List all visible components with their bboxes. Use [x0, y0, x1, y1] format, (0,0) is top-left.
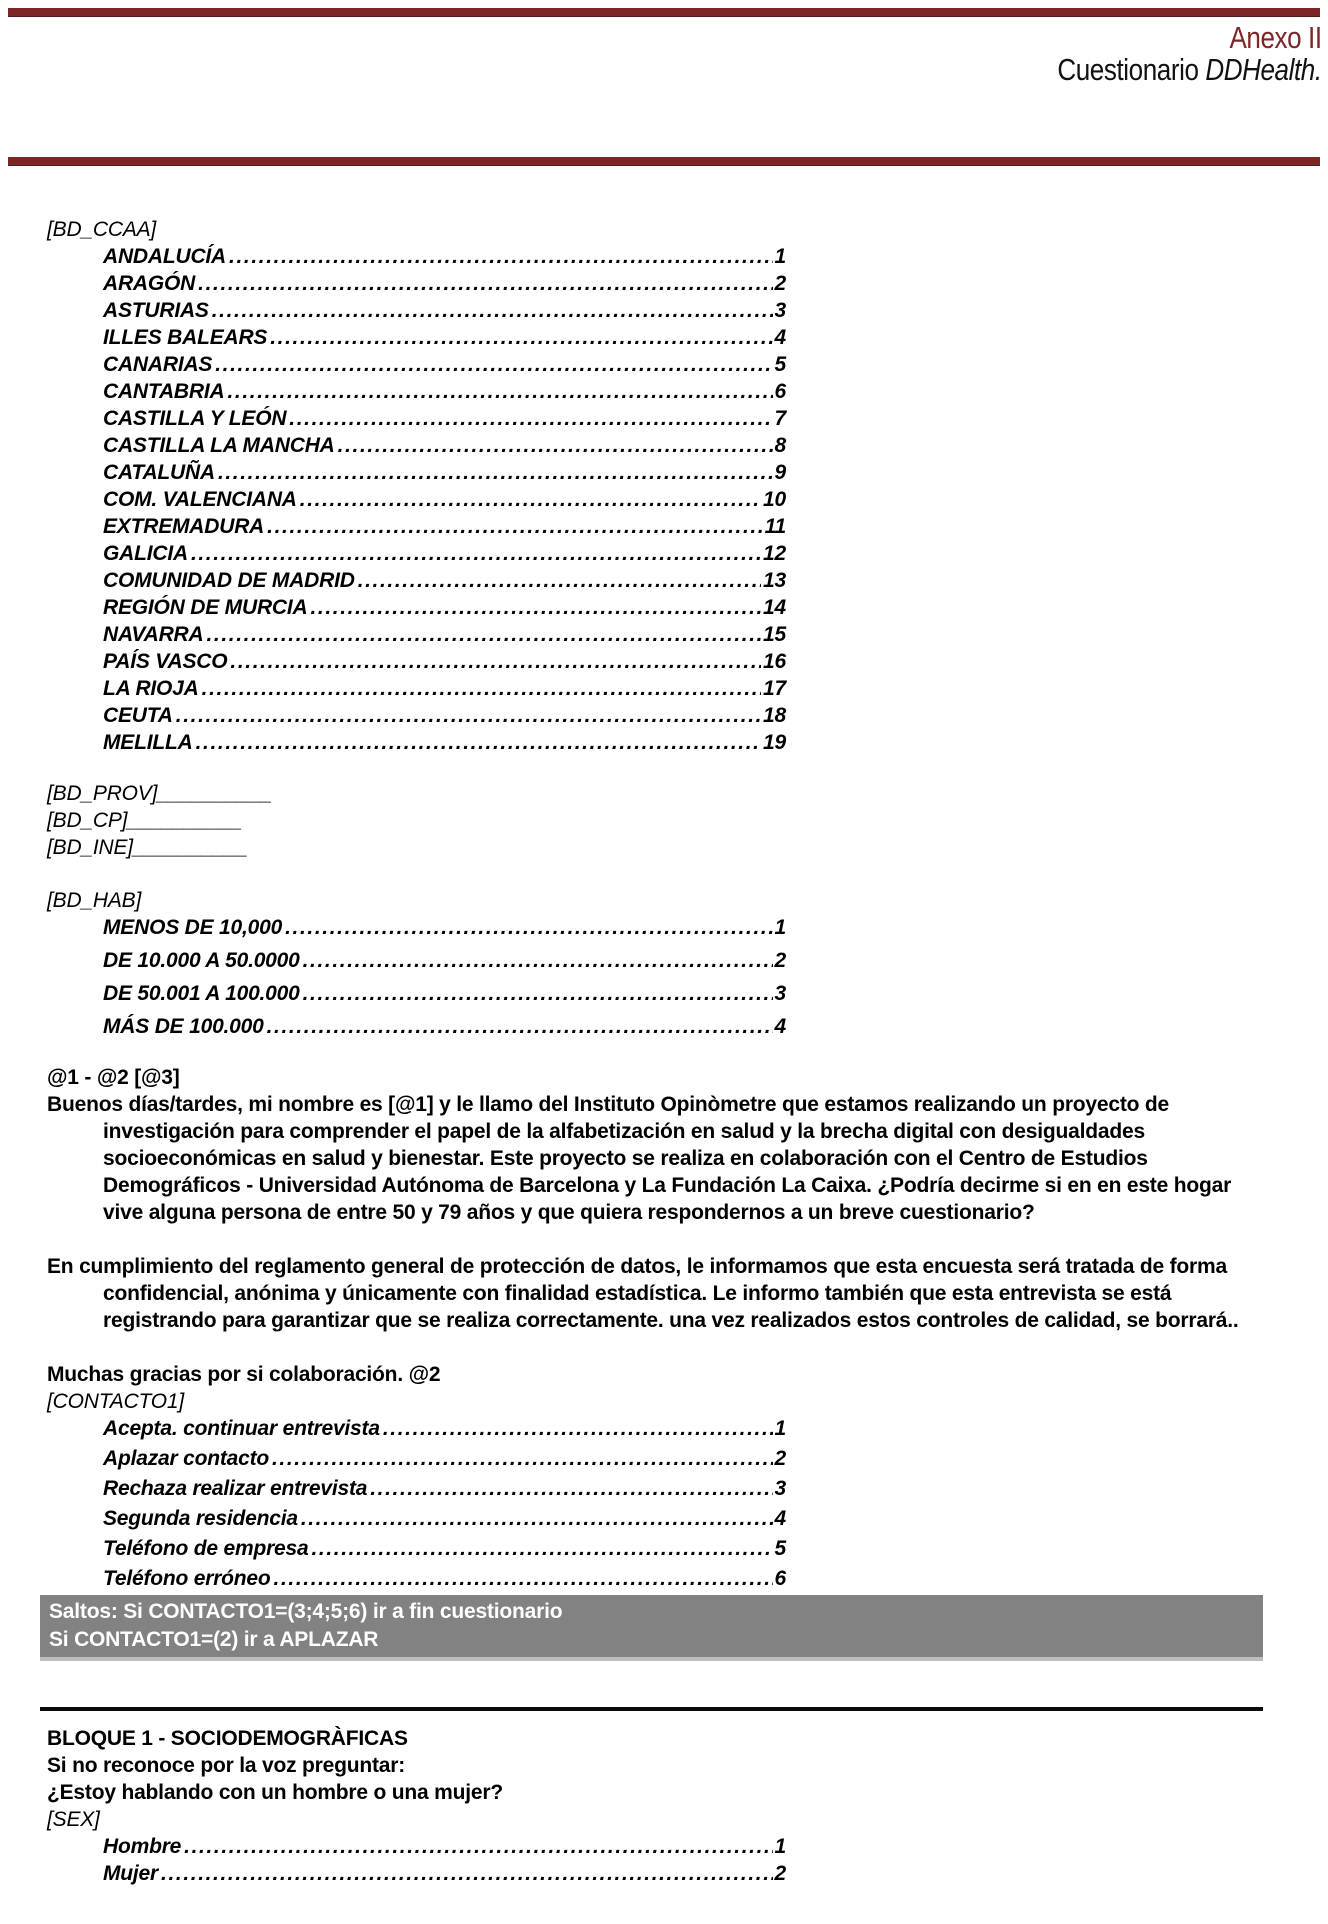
answer-option-row	[103, 1013, 786, 1040]
variable-label-contacto1: [CONTACTO1]	[47, 1390, 185, 1413]
answer-option-label: COMUNIDAD DE MADRID	[103, 569, 355, 592]
answer-option-code: 1	[774, 916, 786, 939]
answer-option-label: GALICIA	[103, 542, 188, 565]
answer-option-label: ARAGÓN	[103, 272, 196, 295]
skip-logic-line-2: Si CONTACTO1=(2) ir a APLAZAR	[49, 1628, 379, 1651]
answer-option-label: CANARIAS	[103, 353, 213, 376]
answer-option-label: MELILLA	[103, 731, 193, 754]
open-field-row	[47, 834, 1268, 861]
answer-option-code: 3	[774, 299, 786, 322]
answer-option-row	[103, 947, 786, 974]
answer-option-row	[103, 351, 786, 378]
answer-option-row	[103, 594, 786, 621]
skip-logic-line-1: Saltos: Si CONTACTO1=(3;4;5;6) ir a fin cuestionario	[49, 1600, 563, 1623]
answer-option-code: 7	[774, 407, 786, 430]
dotted-leader	[198, 270, 772, 297]
answer-option-row	[103, 1535, 786, 1562]
dotted-leader	[274, 1565, 773, 1592]
answer-option-label: CASTILLA LA MANCHA	[103, 434, 335, 457]
answer-option-label: CEUTA	[103, 704, 173, 727]
answer-option-row	[103, 513, 786, 540]
dotted-leader	[176, 702, 761, 729]
dotted-leader	[206, 621, 761, 648]
dotted-leader	[303, 947, 773, 974]
dotted-leader	[215, 351, 772, 378]
intro-paragraph-2: En cumplimiento del reglamento general de protección de datos, le informamos que esta encuesta será tratada de forma confidencial, anónima y únicamente con finalidad estadística. Le informo también que esta entrevista se está registrando para garantizar que se realiza correctamente. una vez realizados estos controles de calidad, se borrará..	[47, 1255, 1239, 1332]
answer-option-code: 6	[774, 380, 786, 403]
answer-option-row	[103, 1833, 786, 1860]
answer-option-code: 2	[774, 272, 786, 295]
questionnaire-title-text: Cuestionario	[1057, 52, 1206, 87]
intro-paragraph-1: Buenos días/tardes, mi nombre es [@1] y le llamo del Instituto Opinòmetre que estamos realizando un proyecto de investigación para comprender el papel de la alfabetización en salud y la brecha digital con desigualdades socioeconómicas en salud y bienestar. Este proyecto se realiza en colaboración con el Centro de Estudios Demográficos - Universidad Autónoma de Barcelona y La Fundación La Caixa. ¿Podría decirme si en en este hogar vive alguna persona de entre 50 y 79 años y que quiera respondernos a un breve cuestionario?	[47, 1093, 1232, 1224]
answer-option-row	[103, 324, 786, 351]
answer-option-code: 6	[774, 1567, 786, 1590]
answer-option-row	[103, 621, 786, 648]
answer-option-label: Rechaza realizar entrevista	[103, 1477, 368, 1500]
answer-option-row	[103, 702, 786, 729]
answer-option-label: ANDALUCÍA	[103, 245, 227, 268]
dotted-leader	[301, 1505, 773, 1532]
block1-question: ¿Estoy hablando con un hombre o una mujer?	[47, 1781, 503, 1804]
answer-option-row	[103, 459, 786, 486]
dotted-leader	[383, 1415, 773, 1442]
dotted-leader	[161, 1860, 773, 1887]
answer-option-label: EXTREMADURA	[103, 515, 265, 538]
contacto1-option-list	[103, 1415, 786, 1592]
dotted-leader	[270, 324, 772, 351]
annex-title: Anexo II	[1229, 20, 1322, 55]
questionnaire-name: DDHealth.	[1205, 52, 1322, 87]
answer-option-code: 3	[774, 982, 786, 1005]
answer-option-label: Segunda residencia	[103, 1507, 298, 1530]
dotted-leader	[285, 914, 772, 941]
answer-option-row	[103, 1445, 786, 1472]
dotted-leader	[218, 459, 773, 486]
answer-option-label: CASTILLA Y LEÓN	[103, 407, 287, 430]
dotted-leader	[267, 513, 762, 540]
variable-label: [BD_PROV]	[47, 782, 158, 805]
answer-option-code: 3	[774, 1477, 786, 1500]
answer-option-code: 19	[763, 731, 786, 754]
dotted-leader	[227, 378, 772, 405]
answer-option-code: 16	[763, 650, 786, 673]
answer-option-code: 1	[774, 1417, 786, 1440]
answer-option-label: LA RIOJA	[103, 677, 199, 700]
dotted-leader	[358, 567, 761, 594]
answer-option-label: Hombre	[103, 1835, 182, 1858]
answer-option-row	[103, 1565, 786, 1592]
answer-option-label: ILLES BALEARS	[103, 326, 268, 349]
answer-option-row	[103, 378, 786, 405]
dotted-leader	[229, 243, 772, 270]
dotted-leader	[267, 1013, 773, 1040]
answer-option-code: 9	[774, 461, 786, 484]
answer-option-code: 2	[774, 1447, 786, 1470]
answer-option-label: Aplazar contacto	[103, 1447, 269, 1470]
question-code: @1 - @2 [@3]	[47, 1066, 180, 1089]
variable-label-bd-hab: [BD_HAB]	[47, 889, 142, 912]
answer-option-code: 13	[763, 569, 786, 592]
dotted-leader	[303, 980, 773, 1007]
answer-option-code: 8	[774, 434, 786, 457]
dotted-leader	[272, 1445, 773, 1472]
answer-option-row	[103, 648, 786, 675]
answer-option-row	[103, 1415, 786, 1442]
answer-option-row	[103, 914, 786, 941]
answer-option-row	[103, 1475, 786, 1502]
open-field-row	[47, 780, 1268, 807]
answer-option-label: REGIÓN DE MURCIA	[103, 596, 308, 619]
answer-option-row	[103, 675, 786, 702]
variable-label: [BD_CP]	[47, 809, 128, 832]
variable-label: [BD_INE]	[47, 836, 133, 859]
answer-option-label: Teléfono de empresa	[103, 1537, 309, 1560]
answer-option-code: 5	[774, 353, 786, 376]
sex-option-list	[103, 1833, 786, 1887]
blank-line: __________	[132, 836, 248, 859]
answer-option-row	[103, 540, 786, 567]
answer-option-code: 17	[763, 677, 786, 700]
questionnaire-body	[47, 166, 1268, 1887]
answer-option-code: 11	[764, 515, 786, 538]
dotted-leader	[289, 405, 772, 432]
dotted-leader	[338, 432, 773, 459]
dotted-leader	[202, 675, 761, 702]
answer-option-code: 1	[774, 1835, 786, 1858]
answer-option-code: 15	[763, 623, 786, 646]
answer-option-label: Teléfono erróneo	[103, 1567, 271, 1590]
answer-option-code: 12	[763, 542, 786, 565]
top-rule	[8, 8, 1320, 17]
dotted-leader	[184, 1833, 772, 1860]
answer-option-row	[103, 405, 786, 432]
answer-option-code: 14	[763, 596, 786, 619]
dotted-leader	[310, 594, 761, 621]
answer-option-label: CANTABRIA	[103, 380, 225, 403]
answer-option-code: 2	[774, 949, 786, 972]
answer-option-row	[103, 1860, 786, 1887]
answer-option-code: 4	[774, 326, 786, 349]
thanks-line: Muchas gracias por si colaboración. @2	[47, 1363, 441, 1386]
answer-option-label: CATALUÑA	[103, 461, 215, 484]
answer-option-row	[103, 567, 786, 594]
blank-line: __________	[127, 809, 243, 832]
answer-option-row	[103, 980, 786, 1007]
answer-option-row	[103, 432, 786, 459]
answer-option-code: 4	[774, 1015, 786, 1038]
answer-option-row	[103, 297, 786, 324]
block1-interviewer-note: Si no reconoce por la voz preguntar:	[47, 1754, 406, 1777]
open-field-list	[47, 780, 1268, 861]
questionnaire-title	[1058, 54, 1322, 86]
answer-option-label: COM. VALENCIANA	[103, 488, 297, 511]
open-field-row	[47, 807, 1268, 834]
answer-option-row	[103, 270, 786, 297]
answer-option-code: 2	[774, 1862, 786, 1885]
block1-title: BLOQUE 1 - SOCIODEMOGRÀFICAS	[47, 1727, 408, 1750]
bd-ccaa-option-list	[103, 243, 786, 756]
answer-option-row	[103, 729, 786, 756]
answer-option-code: 10	[763, 488, 786, 511]
dotted-leader	[212, 297, 773, 324]
skip-logic-box	[40, 1595, 1263, 1661]
answer-option-code: 4	[774, 1507, 786, 1530]
variable-label-sex: [SEX]	[47, 1808, 100, 1831]
answer-option-label: MENOS DE 10,000	[103, 916, 283, 939]
header-rule	[8, 157, 1320, 166]
answer-option-label: PAÍS VASCO	[103, 650, 228, 673]
answer-option-label: DE 10.000 A 50.0000	[103, 949, 300, 972]
answer-option-row	[103, 1505, 786, 1532]
dotted-leader	[230, 648, 761, 675]
answer-option-label: NAVARRA	[103, 623, 204, 646]
answer-option-label: MÁS DE 100.000	[103, 1015, 264, 1038]
answer-option-label: ASTURIAS	[103, 299, 209, 322]
answer-option-label: DE 50.001 A 100.000	[103, 982, 300, 1005]
variable-label-bd-ccaa: [BD_CCAA]	[47, 218, 157, 241]
dotted-leader	[300, 486, 761, 513]
section-divider	[40, 1707, 1263, 1711]
document-header	[1058, 22, 1322, 86]
bd-hab-option-list	[103, 914, 786, 1040]
answer-option-row	[103, 486, 786, 513]
answer-option-label: Mujer	[103, 1862, 159, 1885]
dotted-leader	[311, 1535, 772, 1562]
answer-option-label: Acepta. continuar entrevista	[103, 1417, 380, 1440]
dotted-leader	[370, 1475, 772, 1502]
blank-line: __________	[157, 782, 273, 805]
answer-option-row	[103, 243, 786, 270]
answer-option-code: 1	[774, 245, 786, 268]
answer-option-code: 18	[763, 704, 786, 727]
dotted-leader	[191, 540, 761, 567]
answer-option-code: 5	[774, 1537, 786, 1560]
dotted-leader	[196, 729, 761, 756]
